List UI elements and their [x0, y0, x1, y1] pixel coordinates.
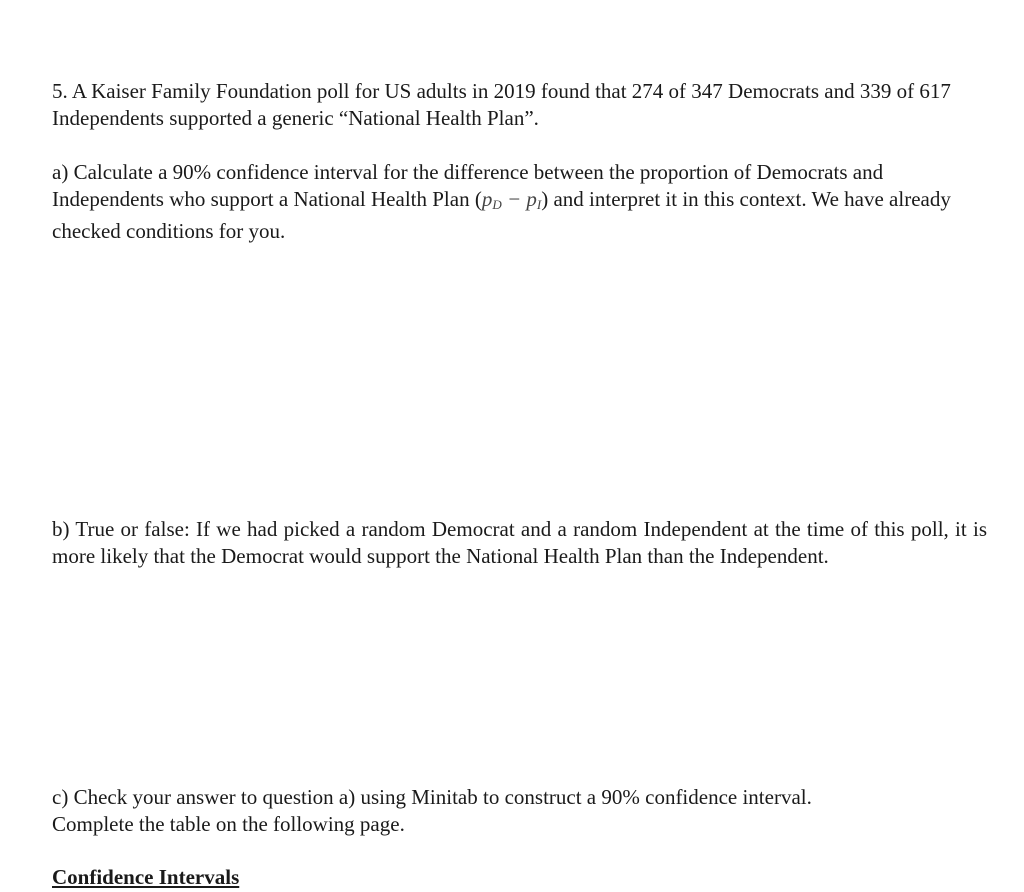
part-a-before: a) Calculate a 90% confidence interval for the difference between the proportion of Democrats and Independents who support a National Health Plan ( [52, 160, 884, 211]
part-a-text [52, 159, 987, 245]
section-heading: Confidence Intervals [52, 865, 240, 889]
part-c-line1: c) Check your answer to question a) using Minitab to construct a 90% confidence interval. [52, 785, 812, 809]
part-c-line2: Complete the table on the following page. [52, 812, 405, 836]
question-intro: 5. A Kaiser Family Foundation poll for US adults in 2019 found that 274 of 347 Democrats and 339 of 617 Independents supported a generic “National Health Plan”. [52, 79, 951, 130]
difference-notation: $p_D - p_I$ [481, 187, 542, 212]
part-c-text [52, 784, 987, 838]
part-b-text: b) True or false: If we had picked a random Democrat and a random Independent at the time of this poll, it is more likely that the Democrat would support the National Health Plan than the Independent. [52, 517, 987, 568]
part-a-after: ) and interpret it in this context. We have already checked conditions for you. [52, 187, 951, 243]
